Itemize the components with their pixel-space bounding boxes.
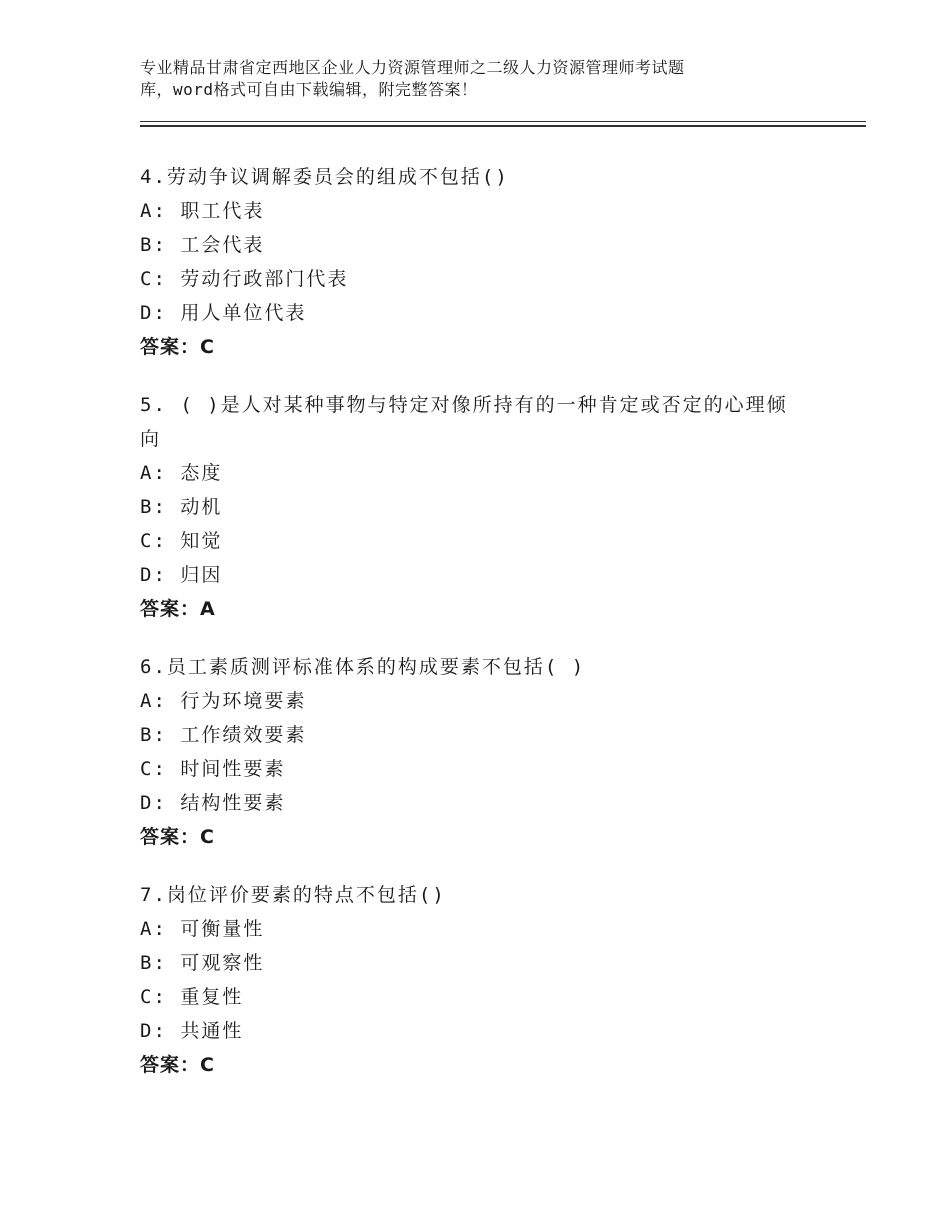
- option-text: 行为环境要素: [180, 690, 307, 712]
- option-letter: B:: [140, 952, 167, 974]
- question-option: [140, 718, 840, 752]
- option-text: 重复性: [180, 986, 244, 1008]
- question-answer: 答案：C: [140, 826, 215, 848]
- option-letter: D:: [140, 792, 167, 814]
- question-item: [140, 878, 840, 1082]
- question-option: [140, 228, 840, 262]
- question-stem: 5. ( )是人对某种事物与特定对像所持有的一种肯定或否定的心理倾向: [140, 394, 788, 450]
- question-option: [140, 912, 840, 946]
- option-text: 归因: [180, 564, 223, 586]
- question-option: [140, 558, 840, 592]
- question-stem: 7.岗位评价要素的特点不包括(): [140, 884, 446, 906]
- option-text: 动机: [180, 496, 223, 518]
- option-text: 共通性: [180, 1020, 244, 1042]
- question-option: [140, 524, 840, 558]
- question-option: [140, 786, 840, 820]
- option-text: 时间性要素: [180, 758, 286, 780]
- question-answer: 答案：C: [140, 1054, 215, 1076]
- option-text: 职工代表: [180, 200, 265, 222]
- question-stem: 4.劳动争议调解委员会的组成不包括(): [140, 166, 509, 188]
- option-letter: C:: [140, 986, 167, 1008]
- question-option: [140, 262, 840, 296]
- question-option: [140, 296, 840, 330]
- option-letter: A:: [140, 200, 167, 222]
- option-text: 工作绩效要素: [180, 724, 307, 746]
- document-header: [140, 57, 780, 101]
- question-option: [140, 456, 840, 490]
- question-option: [140, 1014, 840, 1048]
- question-option: [140, 946, 840, 980]
- question-item: [140, 160, 840, 364]
- option-letter: A:: [140, 462, 167, 484]
- option-letter: B:: [140, 234, 167, 256]
- option-letter: B:: [140, 496, 167, 518]
- question-answer: 答案：A: [140, 598, 216, 620]
- question-item: [140, 650, 840, 854]
- option-letter: D:: [140, 564, 167, 586]
- option-letter: D:: [140, 302, 167, 324]
- question-item: [140, 388, 840, 626]
- header-line-1: 专业精品甘肃省定西地区企业人力资源管理师之二级人力资源管理师考试题: [140, 58, 685, 77]
- question-option: [140, 684, 840, 718]
- option-text: 用人单位代表: [180, 302, 307, 324]
- header-divider-top: [140, 121, 866, 122]
- option-letter: C:: [140, 530, 167, 552]
- question-answer: 答案：C: [140, 336, 215, 358]
- option-text: 知觉: [180, 530, 223, 552]
- header-line-2: 库，word格式可自由下载编辑，附完整答案！: [140, 80, 478, 99]
- option-text: 工会代表: [180, 234, 265, 256]
- option-text: 态度: [180, 462, 223, 484]
- question-list: [140, 160, 840, 1106]
- question-stem: 6.员工素质测评标准体系的构成要素不包括( ): [140, 656, 586, 678]
- option-text: 可观察性: [180, 952, 265, 974]
- option-letter: D:: [140, 1020, 167, 1042]
- question-option: [140, 194, 840, 228]
- question-option: [140, 980, 840, 1014]
- question-option: [140, 490, 840, 524]
- option-text: 可衡量性: [180, 918, 265, 940]
- option-letter: B:: [140, 724, 167, 746]
- option-letter: C:: [140, 268, 167, 290]
- question-option: [140, 752, 840, 786]
- option-text: 劳动行政部门代表: [180, 268, 349, 290]
- option-letter: A:: [140, 690, 167, 712]
- option-letter: C:: [140, 758, 167, 780]
- option-text: 结构性要素: [180, 792, 286, 814]
- header-divider-bottom: [140, 125, 866, 127]
- option-letter: A:: [140, 918, 167, 940]
